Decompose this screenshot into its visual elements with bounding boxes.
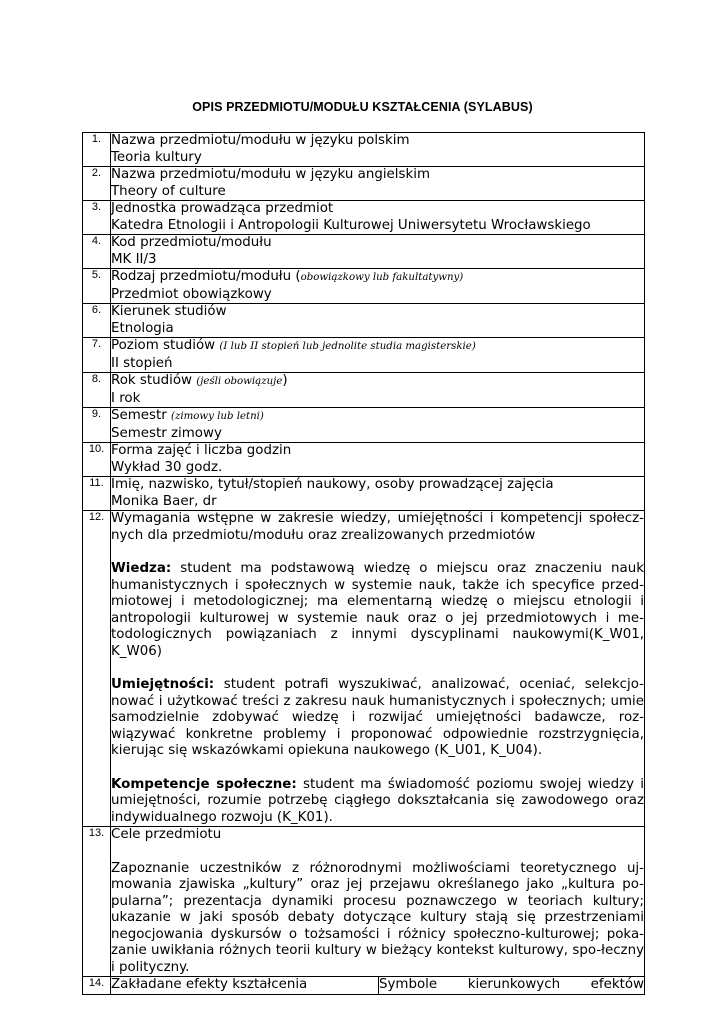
syllabus-row-5 bbox=[83, 269, 645, 304]
row-content bbox=[111, 201, 645, 235]
syllabus-table bbox=[82, 132, 645, 995]
row-number: 9. bbox=[83, 408, 111, 443]
row-number: 10. bbox=[83, 443, 111, 477]
row-value: MK II/3 bbox=[111, 251, 157, 267]
row-value: Monika Baer, dr bbox=[111, 493, 217, 509]
row-value: Przedmiot obowiązkowy bbox=[111, 286, 272, 302]
row-value: Etnologia bbox=[111, 320, 174, 336]
row-content bbox=[111, 827, 645, 977]
row-content bbox=[111, 373, 645, 408]
skills-text: student potrafi wyszukiwać, analizować, oceniać, selekcjo-nować i użytkować treści z zakresu nauk humanistycznych i społecznych; umie samodzielnie zdobywać wiedzę i rozwijać umiejętności badawcze, roz-wiązywać konkretne problemy i proponować odpowiednie rozstrzygnięcia, kierując się wskazówkami opiekuna naukowego (K_U01, K_U04). bbox=[111, 677, 644, 758]
row-content bbox=[111, 477, 645, 511]
syllabus-row-3 bbox=[83, 201, 645, 235]
row-value: Teoria kultury bbox=[111, 149, 202, 165]
row-hint: (zimowy lub letni) bbox=[171, 411, 264, 422]
row-label: Rok studiów bbox=[111, 373, 192, 388]
row-content bbox=[111, 133, 645, 167]
course-objectives-text: Zapoznanie uczestników z różnorodnymi możliwościami teoretycznego uj-mowania zjawiska „kultury” oraz jej przejawu określanego jako „kultura po-pularna”; prezentacja dynamiki procesu poznawczego w teoriach kultury; ukazanie w jaki sposób debaty dotyczące kultury stają się przestrzeniami negocjowania dyskursów o tożsamości i różnicy społeczno-kulturowej; poka-zanie uwikłania różnych teorii kultury w bieżący kontekst kulturowy, spo-łeczny i polityczny. bbox=[111, 860, 644, 975]
row-value: Wykład 30 godz. bbox=[111, 459, 223, 475]
row-label: Cele przedmiotu bbox=[111, 827, 222, 842]
outcome-symbols-header: Symbole kierunkowych efektów bbox=[379, 977, 644, 992]
row-number: 14. bbox=[83, 977, 111, 995]
row-label-line bbox=[111, 338, 644, 356]
row-label: Imię, nazwisko, tytuł/stopień naukowy, osoby prowadzącej zajęcia bbox=[111, 477, 554, 492]
document-title: OPIS PRZEDMIOTU/MODUŁU KSZTAŁCENIA (SYLABUS) bbox=[192, 100, 533, 114]
row-label: Nazwa przedmiotu/modułu w języku polskim bbox=[111, 133, 410, 148]
row-number: 3. bbox=[83, 201, 111, 235]
row-content bbox=[111, 443, 645, 477]
syllabus-row-8 bbox=[83, 373, 645, 408]
row-content bbox=[111, 235, 645, 269]
row-number: 12. bbox=[83, 511, 111, 827]
row-label: Rodzaj przedmiotu/modułu ( bbox=[111, 269, 301, 284]
syllabus-row-6 bbox=[83, 304, 645, 338]
syllabus-row-2 bbox=[83, 167, 645, 201]
row-label: Semestr bbox=[111, 408, 167, 423]
row-number: 1. bbox=[83, 133, 111, 167]
row-hint: (I lub II stopień lub jednolite studia magisterskie) bbox=[219, 341, 476, 352]
row-value: Katedra Etnologii i Antropologii Kulturowej Uniwersytetu Wrocławskiego bbox=[111, 217, 591, 233]
prerequisites-knowledge bbox=[111, 561, 644, 660]
prerequisites-skills bbox=[111, 677, 644, 760]
syllabus-row-1 bbox=[83, 133, 645, 167]
row-number: 7. bbox=[83, 338, 111, 373]
row-label-line bbox=[111, 269, 644, 287]
syllabus-row-10 bbox=[83, 443, 645, 477]
row-hint: (jeśli obowiązuje bbox=[196, 376, 283, 387]
row-content bbox=[111, 338, 645, 373]
row-label-end: ) bbox=[282, 373, 288, 388]
row-number: 2. bbox=[83, 167, 111, 201]
syllabus-rows bbox=[83, 133, 645, 995]
row-label-line bbox=[111, 408, 644, 426]
competences-text: student ma świadomość poziomu swojej wiedzy i umiejętności, rozumie potrzebę ciągłego dokształcania się zawodowego oraz indywidualnego rozwoju (K_K01). bbox=[111, 776, 644, 825]
learning-outcomes-label: Zakładane efekty kształcenia bbox=[111, 977, 379, 995]
row-value: II stopień bbox=[111, 355, 173, 371]
row-value: I rok bbox=[111, 390, 141, 406]
row-label: Jednostka prowadząca przedmiot bbox=[111, 201, 334, 216]
row-number: 6. bbox=[83, 304, 111, 338]
syllabus-row-9 bbox=[83, 408, 645, 443]
syllabus-row-12 bbox=[83, 511, 645, 827]
row-content bbox=[111, 511, 645, 827]
knowledge-label: Wiedza: bbox=[111, 561, 172, 576]
syllabus-row-13 bbox=[83, 827, 645, 977]
row-label: Nazwa przedmiotu/modułu w języku angielskim bbox=[111, 167, 430, 182]
competences-label: Kompetencje społeczne: bbox=[111, 776, 297, 792]
prerequisites-competences bbox=[111, 777, 644, 827]
row-number: 13. bbox=[83, 827, 111, 977]
syllabus-row-7 bbox=[83, 338, 645, 373]
row-label: Forma zajęć i liczba godzin bbox=[111, 443, 292, 458]
knowledge-text: student ma podstawową wiedzę o miejscu oraz znaczeniu nauk humanistycznych i społecznych w systemie nauk, także ich specyfice przed-miotowej i metodologicznej; ma elementarną wiedzę o miejscu etnologii i antropologii kulturowej w systemie nauk oraz o jej przedmiotowych i me-todologicznych powiązaniach z innymi dyscyplinami naukowymi(K_W01, K_W06) bbox=[111, 561, 644, 659]
row-label-line bbox=[111, 373, 644, 391]
prerequisites-intro: Wymagania wstępne w zakresie wiedzy, umiejętności i kompetencji społecz-nych dla przedmiotu/modułu oraz zrealizowanych przedmiotów bbox=[111, 511, 644, 543]
row-label: Poziom studiów bbox=[111, 338, 216, 353]
syllabus-row-14 bbox=[83, 977, 645, 995]
row-hint: obowiązkowy lub fakultatywny) bbox=[300, 272, 464, 283]
syllabus-row-4 bbox=[83, 235, 645, 269]
row-content bbox=[111, 408, 645, 443]
row-content bbox=[111, 167, 645, 201]
syllabus-row-11 bbox=[83, 477, 645, 511]
row-content bbox=[111, 304, 645, 338]
row-number: 11. bbox=[83, 477, 111, 511]
row-label: Kierunek studiów bbox=[111, 304, 227, 319]
skills-label: Umiejętności: bbox=[111, 677, 215, 692]
row-value: Semestr zimowy bbox=[111, 425, 222, 441]
row-value: Theory of culture bbox=[111, 183, 226, 199]
row-number: 4. bbox=[83, 235, 111, 269]
row-label: Kod przedmiotu/modułu bbox=[111, 235, 272, 250]
row-number: 8. bbox=[83, 373, 111, 408]
row-number: 5. bbox=[83, 269, 111, 304]
row-content bbox=[111, 269, 645, 304]
